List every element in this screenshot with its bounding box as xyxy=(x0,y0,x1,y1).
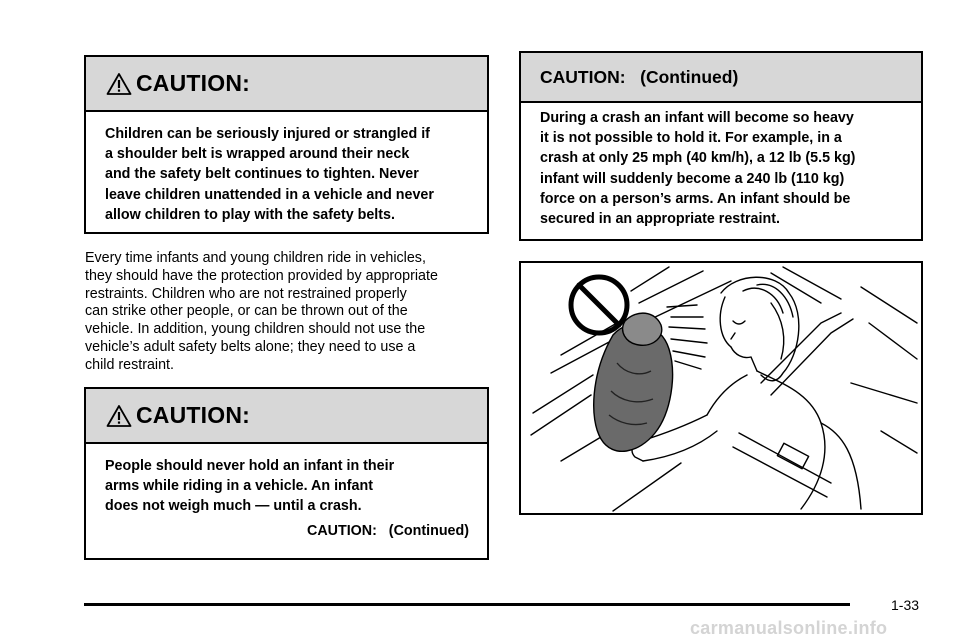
caution-text xyxy=(86,112,487,225)
illustration-drawing xyxy=(521,263,921,513)
watermark-text: carmanualsonline.info xyxy=(690,618,888,638)
caution-title: CAUTION: xyxy=(136,70,251,96)
warning-triangle-icon xyxy=(106,72,132,96)
caution-box-children-belts xyxy=(84,55,489,234)
paragraph-line: they should have the protection provided by appropriate xyxy=(85,267,438,284)
caution-line: secured in an appropriate restraint. xyxy=(540,211,780,228)
paragraph-line: restraints. Children who are not restrained properly xyxy=(85,285,407,302)
page-number: 1-33 xyxy=(891,597,920,613)
caution-continued-header xyxy=(521,53,921,103)
footer-rule xyxy=(84,603,850,606)
prohibition-sign-icon xyxy=(571,277,627,333)
caution-box-continued xyxy=(519,51,923,241)
caution-continued: CAUTION: (Continued) xyxy=(307,522,469,539)
caution-line: force on a person’s arms. An infant should be xyxy=(540,190,851,207)
caution-line: and the safety belt continues to tighten. Never xyxy=(105,166,419,183)
caution-header xyxy=(86,57,487,112)
paragraph-line: vehicle’s adult safety belts alone; they need to use a xyxy=(85,338,416,355)
paragraph-line: child restraint. xyxy=(85,356,174,373)
caution-box-infant-arms xyxy=(84,387,489,560)
paragraph-line: Every time infants and young children ride in vehicles, xyxy=(85,250,426,266)
caution-line: allow children to play with the safety belts. xyxy=(105,206,395,223)
caution-line: People should never hold an infant in their xyxy=(105,458,395,474)
caution-line: leave children unattended in a vehicle and never xyxy=(105,186,434,203)
caution-line: does not weigh much — until a crash. xyxy=(105,498,362,515)
caution-text xyxy=(86,444,487,541)
caution-continued-title: CAUTION: (Continued) xyxy=(540,66,739,87)
caution-line: arms while riding in a vehicle. An infant xyxy=(105,478,373,495)
body-paragraph xyxy=(85,250,495,375)
caution-line: it is not possible to hold it. For example, in a xyxy=(540,130,842,147)
caution-line: a shoulder belt is wrapped around their neck xyxy=(105,146,410,163)
caution-line: During a crash an infant will become so heavy xyxy=(540,110,854,126)
paragraph-line: can strike other people, or can be thrown out of the xyxy=(85,303,408,320)
caution-text xyxy=(521,103,921,229)
caution-title: CAUTION: xyxy=(136,402,251,428)
caution-line: Children can be seriously injured or strangled if xyxy=(105,126,430,142)
infant-airbag-illustration xyxy=(519,261,923,515)
caution-line: infant will suddenly become a 240 lb (110 kg) xyxy=(540,170,845,187)
warning-triangle-icon xyxy=(106,404,132,428)
caution-line: crash at only 25 mph (40 km/h), a 12 lb (5.5 kg) xyxy=(540,150,856,167)
paragraph-line: vehicle. In addition, young children should not use the xyxy=(85,321,426,338)
caution-header xyxy=(86,389,487,444)
